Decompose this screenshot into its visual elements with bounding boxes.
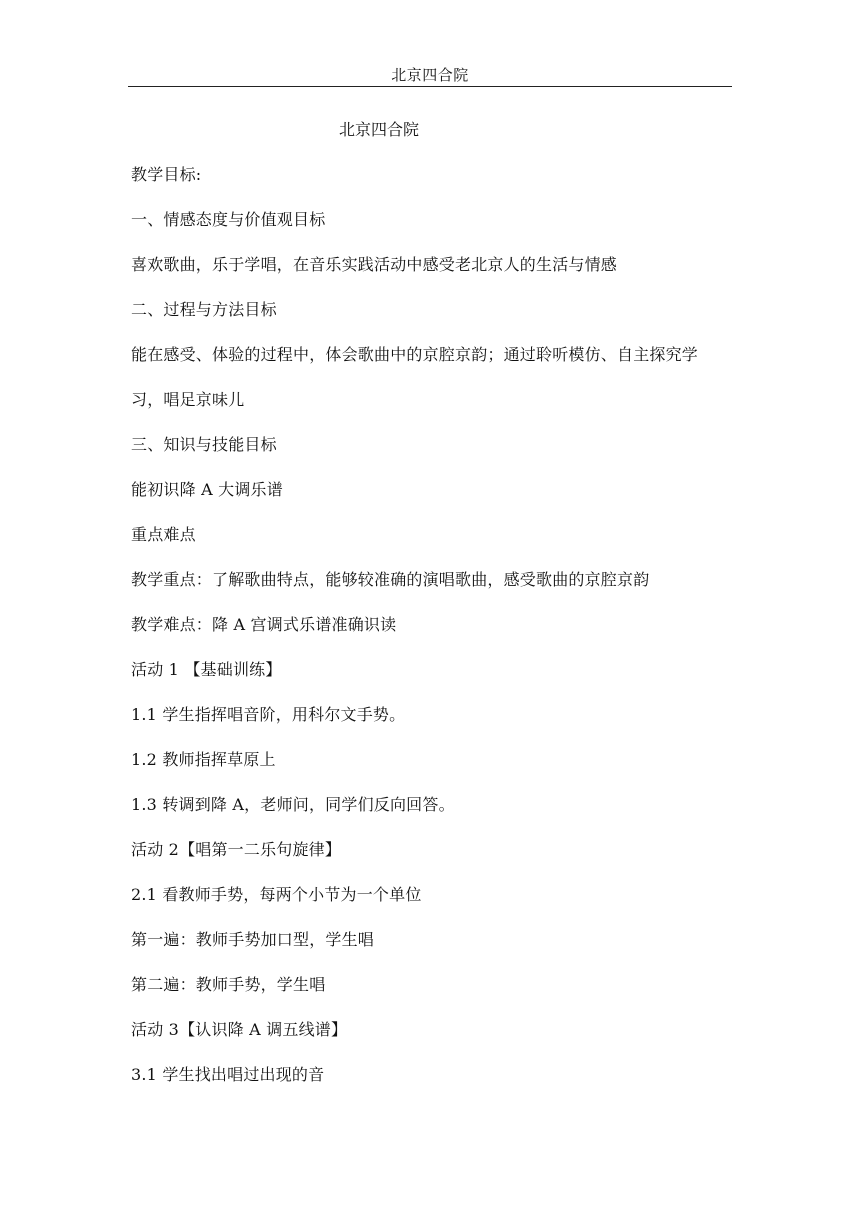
paragraph-line: 第二遍：教师手势，学生唱 bbox=[131, 975, 326, 994]
paragraph-line: 能在感受、体验的过程中，体会歌曲中的京腔京韵；通过聆听模仿、自主探究学 bbox=[131, 345, 699, 364]
paragraph-line: 教学重点：了解歌曲特点，能够较准确的演唱歌曲，感受歌曲的京腔京韵 bbox=[131, 570, 650, 589]
paragraph-line: 活动 1 【基础训练】 bbox=[131, 660, 282, 679]
paragraph-line: 1.1 学生指挥唱音阶，用科尔文手势。 bbox=[131, 705, 406, 724]
paragraph-line: 3.1 学生找出唱过出现的音 bbox=[131, 1065, 325, 1084]
paragraph-line: 喜欢歌曲，乐于学唱，在音乐实践活动中感受老北京人的生活与情感 bbox=[131, 255, 618, 274]
paragraph-line: 第一遍：教师手势加口型，学生唱 bbox=[131, 930, 375, 949]
paragraph-line: 重点难点 bbox=[131, 525, 196, 544]
paragraph-line: 教学难点：降 A 宫调式乐谱准确识读 bbox=[131, 615, 397, 634]
header-title: 北京四合院 bbox=[391, 66, 469, 84]
paragraph-line: 习，唱足京味儿 bbox=[131, 390, 245, 409]
page-header bbox=[128, 60, 732, 87]
paragraph-line: 2.1 看教师手势，每两个小节为一个单位 bbox=[131, 885, 422, 904]
paragraph-line: 能初识降 A 大调乐谱 bbox=[131, 480, 283, 499]
paragraph-line: 教学目标: bbox=[131, 165, 202, 184]
document-title: 北京四合院 bbox=[339, 120, 420, 139]
paragraph-line: 1.2 教师指挥草原上 bbox=[131, 750, 276, 769]
paragraph-line: 活动 3【认识降 A 调五线谱】 bbox=[131, 1020, 348, 1039]
paragraph-line: 一、情感态度与价值观目标 bbox=[131, 210, 326, 229]
paragraph-line: 1.3 转调到降 A，老师问，同学们反向回答。 bbox=[131, 795, 455, 814]
paragraph-line: 二、过程与方法目标 bbox=[131, 300, 277, 319]
paragraph-line: 三、知识与技能目标 bbox=[131, 435, 277, 454]
paragraph-line: 活动 2【唱第一二乐句旋律】 bbox=[131, 840, 342, 859]
